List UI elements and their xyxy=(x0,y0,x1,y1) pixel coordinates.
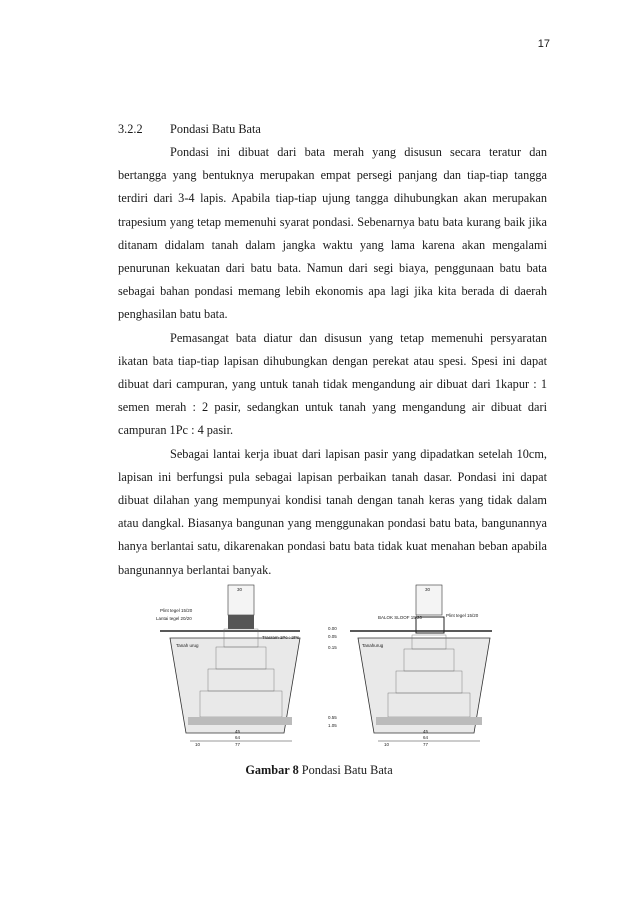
page-number: 17 xyxy=(537,38,550,50)
dim-64-right-label: 64 xyxy=(423,735,429,740)
plint-right-label: Plint tegel 15/20 xyxy=(446,613,479,618)
section-heading xyxy=(118,122,261,137)
dim-10-label: 10 xyxy=(195,742,201,747)
dim-10-right-label: 10 xyxy=(384,742,390,747)
elev-label: 1.05 xyxy=(328,723,337,728)
lantai-label: Lantai tegel 20/20 xyxy=(156,616,192,621)
paragraph: Pemasangat bata diatur dan disusun yang tetap memenuhi persyaratan ikatan bata tiap-tiap lapisan dihubungkan dengan perekat atau spesi. Spesi ini dapat dibuat dari campuran, yang untuk tanah tidak mengandung air dibuat dari 1kapur : 1 semen merah : 2 pasir, sedangkan untuk tanah yang mengandung air dibuat dari campuran 1Pc : 4 pasir. xyxy=(118,330,547,438)
tanah-urug-right-label: Tanahurug xyxy=(362,643,384,648)
foundation-figure xyxy=(150,583,495,753)
dim-45-right-label: 45 xyxy=(423,729,429,734)
dim-77-label: 77 xyxy=(235,742,241,747)
elev-label: 0.00 xyxy=(328,626,337,631)
dim-64-label: 64 xyxy=(235,735,241,740)
tanah-urug-label: Tanah urug xyxy=(176,643,199,648)
caption-text: Pondasi Batu Bata xyxy=(298,763,393,777)
paragraph: Sebagai lantai kerja ibuat dari lapisan pasir yang dipadatkan setelah 10cm, lapisan ini berfungsi pula sebagai lapisan perbaikan tanah dasar. Pondasi ini dapat dibuat dilahan yang mempunyai kondisi tanah dengan tanah keras yang tidak dalam atau dangkal. Biasanya bangunan yang menggunakan pondasi batu bata, bangunannya hanya berlantai satu, dikarenakan pondasi batu bata tidak kuat menahan beban apabila bangunannya berlantai banyak. xyxy=(118,446,547,577)
right-foundation-drawing xyxy=(350,585,492,747)
section-number: 3.2.2 xyxy=(118,122,143,136)
elev-label: 0.15 xyxy=(328,645,337,650)
dim-45-label: 45 xyxy=(235,729,241,734)
dim-77-right-label: 77 xyxy=(423,742,429,747)
plint-label: Plint tegel 15/20 xyxy=(160,608,193,613)
section-title: Pondasi Batu Bata xyxy=(170,122,261,136)
left-foundation-drawing xyxy=(156,585,300,747)
balok-sloof-label: BALOK SLOOF 15/20 xyxy=(378,615,423,620)
trasram-label: Trasram 1Pc : 2Ps xyxy=(262,635,300,640)
top-width-label: 30 xyxy=(237,587,243,592)
elev-label: 0.55 xyxy=(328,715,337,720)
paragraph: Pondasi ini dibuat dari bata merah yang disusun secara teratur dan bertangga yang bentuknya merupakan empat persegi panjang dan tiap-tiap tangga terdiri dari 3-4 lapis. Apabila tiap-tiap ujung tangga dihubungkan akan merupakan trapesium yang tetap memenuhi syarat pondasi. Sebenarnya batu bata kurang baik jika ditanam didalam tanah dalam jangka waktu yang lama karena akan mengalami penurunan kekuatan dari batu bata. Namun dari segi biaya, penggunaan batu bata sebagai bahan pondasi memang lebih ekonomis apa lagi jika kita berada di daerah penghasilan batu bata. xyxy=(118,145,547,322)
caption-label: Gambar 8 xyxy=(245,763,299,777)
elevation-labels xyxy=(328,626,337,728)
figure-caption xyxy=(0,763,638,778)
elev-label: 0.05 xyxy=(328,634,337,639)
body-text xyxy=(118,141,547,582)
top-width-right-label: 30 xyxy=(425,587,431,592)
